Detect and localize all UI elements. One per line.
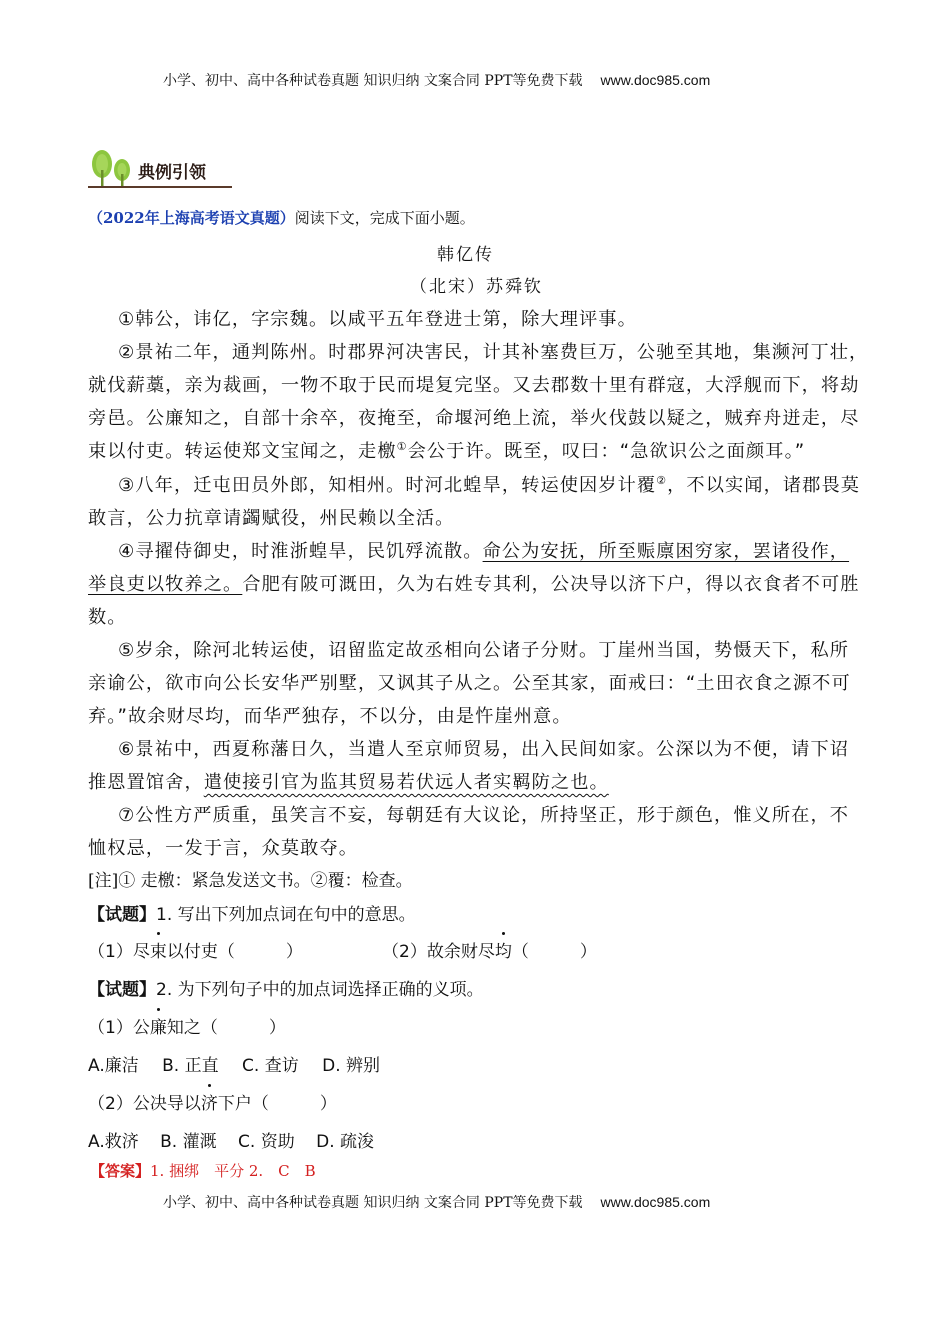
line-text: 推恩置馆舍， bbox=[88, 772, 204, 793]
underlined-sentence: 命公为安抚，所至赈廪困穷家，罢诸役作， bbox=[482, 541, 850, 562]
article-author: （北宋）苏舜钦 bbox=[410, 277, 543, 297]
question-intro bbox=[88, 207, 475, 228]
footnote-ref: ① bbox=[396, 439, 408, 453]
paragraph-line: 敢言，公力抗章请蠲赋役，州民赖以全活。 bbox=[88, 508, 455, 529]
question-1-items bbox=[88, 937, 303, 962]
annotation-note: [注]① 走檄：紧急发送文书。②覆：检查。 bbox=[88, 871, 413, 891]
tree-icon bbox=[88, 148, 136, 188]
paragraph-line: 弃。”故余财尽均，而华严独存，不以分，由是忤崖州意。 bbox=[88, 706, 572, 727]
answer-text: 1. 捆绑 平分 2. C B bbox=[150, 1162, 316, 1180]
underlined-sentence: 举良吏以牧养之。 bbox=[88, 574, 243, 595]
paragraph-line: 亲谕公，欲市向公长安华严别墅，又讽其子从之。公至其家，面戒曰：“土田衣食之源不可 bbox=[88, 673, 851, 694]
footer-url[interactable]: www.doc985.com bbox=[600, 1194, 711, 1210]
line-text: ③八年，迁屯田员外郎，知相州。时河北蝗旱，转运使因岁计覆 bbox=[118, 475, 657, 496]
header-text: 小学、初中、高中各种试卷真题 知识归纳 文案合同 PPT等免费下载 bbox=[163, 73, 583, 89]
dotted-word: 束 bbox=[150, 937, 167, 962]
paragraph-line bbox=[118, 471, 860, 497]
paragraph-line: 恤权忌，一发于言，众莫敢夺。 bbox=[88, 838, 359, 859]
line-text: 束以付吏。转运使郑文宝闻之，走檄 bbox=[88, 441, 397, 462]
paragraph-line: ⑥景祐中，西夏称藩日久，当遣人至京师贸易，出入民间如家。公深以为不便，请下诏 bbox=[118, 739, 850, 760]
answer-blank[interactable]: （ ） bbox=[511, 942, 597, 962]
option-c[interactable]: C. 资助 bbox=[238, 1132, 295, 1152]
paragraph-line bbox=[118, 537, 849, 563]
wavy-underlined-sentence: 遣使接引官为监其贸易若伏远人者实羁防之也。 bbox=[203, 772, 609, 793]
section-badge-label: 典例引领 bbox=[138, 163, 206, 183]
item-text: （1）公 bbox=[88, 1018, 150, 1038]
section-badge bbox=[88, 148, 232, 188]
answer-line bbox=[90, 1160, 316, 1181]
question-text: 2. 为下列句子中的加点词选择正确的义项。 bbox=[156, 980, 484, 1000]
question-1-item-2 bbox=[382, 937, 597, 962]
line-text: 合肥有陂可溉田，久为右姓专其利，公决导以济下户，得以衣食者不可胜 bbox=[242, 574, 860, 595]
paragraph-line: ②景祐二年，通判陈州。时郡界河决害民，计其补塞费巨万，公驰至其地，集濒河丁壮， bbox=[118, 342, 869, 363]
options-1 bbox=[88, 1051, 380, 1076]
answer-blank[interactable]: 下户（ ） bbox=[217, 1094, 337, 1114]
item-text: （1）尽 bbox=[88, 942, 150, 962]
paragraph-line: ⑤岁余，除河北转运使，诏留监定故丞相向公诸子分财。丁崖州当国，势慑天下，私所 bbox=[118, 640, 850, 661]
answer-blank[interactable]: 知之（ ） bbox=[166, 1018, 286, 1038]
paragraph-line: 数。 bbox=[88, 607, 127, 628]
question-2-sentence-1 bbox=[88, 1013, 286, 1038]
question-tag: 【试题】 bbox=[88, 905, 156, 925]
option-b[interactable]: B. 正直 bbox=[162, 1056, 219, 1076]
paragraph-line bbox=[88, 437, 805, 463]
option-c[interactable]: C. 查访 bbox=[242, 1056, 299, 1076]
option-d[interactable]: D. 辨别 bbox=[322, 1056, 381, 1076]
line-text: ，不以实闻，诸郡畏莫 bbox=[667, 475, 861, 496]
item-text: （2）公决导以 bbox=[88, 1094, 201, 1114]
badge-underline bbox=[88, 186, 232, 188]
option-a[interactable]: A.救济 bbox=[88, 1132, 139, 1152]
paragraph-line bbox=[88, 768, 609, 794]
question-source: （2022年上海高考语文真题） bbox=[88, 209, 295, 227]
option-b[interactable]: B. 灌溉 bbox=[160, 1132, 217, 1152]
option-d[interactable]: D. 疏浚 bbox=[316, 1132, 375, 1152]
paragraph-line: ①韩公，讳亿，字宗魏。以咸平五年登进士第，除大理评事。 bbox=[118, 309, 637, 330]
paragraph-line: 旁邑。公廉知之，自部十余卒，夜掩至，命堰河绝上流，举火伐鼓以疑之，贼弃舟迸走，尽 bbox=[88, 408, 860, 429]
paragraph-line: 就伐薪藁，亲为裁画，一物不取于民而堤复完坚。又去郡数十里有群寇，大浮舰而下，将劫 bbox=[88, 375, 860, 396]
header-url[interactable]: www.doc985.com bbox=[600, 72, 711, 88]
question-2 bbox=[88, 975, 484, 1000]
footer-text: 小学、初中、高中各种试卷真题 知识归纳 文案合同 PPT等免费下载 bbox=[163, 1195, 583, 1211]
question-2-sentence-2 bbox=[88, 1089, 337, 1114]
article-title: 韩亿传 bbox=[437, 245, 494, 265]
footnote-ref: ② bbox=[656, 473, 668, 487]
item-text: （2）故余财尽 bbox=[382, 942, 495, 962]
dotted-word: 廉 bbox=[150, 1013, 167, 1038]
paragraph-line: ⑦公性方严质重，虽笑言不妄，每朝廷有大议论，所持坚正，形于颜色，惟义所在，不 bbox=[118, 805, 850, 826]
dotted-word: 均 bbox=[495, 937, 512, 962]
answer-blank[interactable]: 以付吏（ ） bbox=[166, 942, 303, 962]
question-instruction: 阅读下文，完成下面小题。 bbox=[294, 209, 475, 227]
question-tag: 【试题】 bbox=[88, 980, 156, 1000]
question-text: 1. 写出下列加点词在句中的意思。 bbox=[156, 905, 416, 925]
paragraph-line bbox=[88, 570, 860, 596]
answer-tag: 【答案】 bbox=[90, 1162, 151, 1180]
line-text: ④寻擢侍御史，时淮浙蝗旱，民饥殍流散。 bbox=[118, 541, 483, 562]
line-text: 会公于许。既至，叹曰：“急欲识公之面颜耳。” bbox=[407, 441, 806, 462]
question-1 bbox=[88, 900, 416, 925]
page-header bbox=[163, 70, 710, 90]
option-a[interactable]: A.廉洁 bbox=[88, 1056, 139, 1076]
options-2 bbox=[88, 1127, 374, 1152]
page-footer bbox=[163, 1192, 710, 1212]
dotted-word: 济 bbox=[201, 1089, 218, 1114]
